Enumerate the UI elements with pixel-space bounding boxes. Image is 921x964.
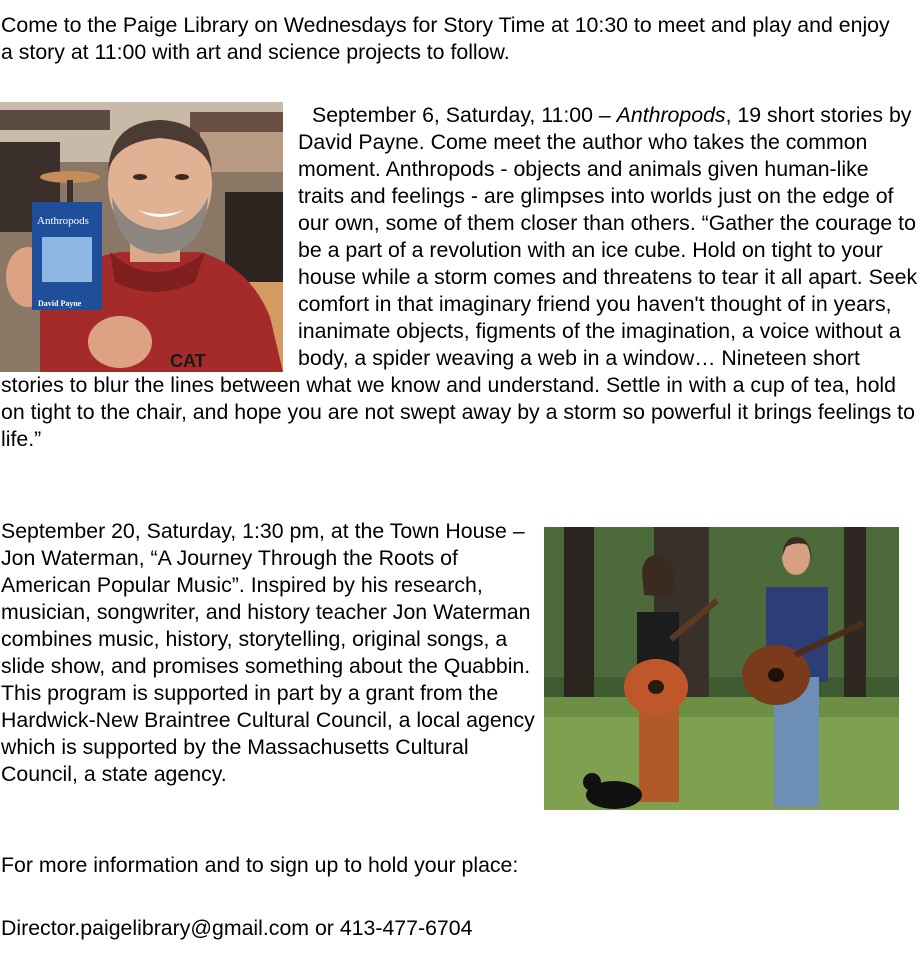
story-time-paragraph: Come to the Paige Library on Wednesdays for Story Time at 10:30 to meet and play and enjoy a story at 11:00 with art and science projects to follow.	[1, 13, 890, 64]
author-event-date: September 6, Saturday, 11:00 –	[312, 103, 617, 127]
author-photo	[0, 102, 283, 372]
more-info-paragraph: For more information and to sign up to hold your place:	[1, 853, 519, 877]
musicians-photo	[544, 527, 899, 810]
music-event-paragraph: September 20, Saturday, 1:30 pm, at the Town House – Jon Waterman, “A Journey Through the Roots of American Popular Music”. Inspired by his research, musician, songwriter, and history teacher Jon Waterman combines music, history, storytelling, original songs, a slide show, and promises something about the Quabbin. This program is supported in part by a grant from the Hardwick-New Braintree Cultural Council, a local agency which is supported by the Massachusetts Cultural Council, a state agency.	[1, 519, 535, 786]
author-event-section	[1, 102, 919, 453]
contact-email[interactable]: Director.paigelibrary@gmail.com	[1, 916, 310, 940]
contact-separator: or	[309, 916, 340, 940]
contact-phone[interactable]: 413-477-6704	[339, 916, 473, 940]
book-title: Anthropods	[616, 103, 726, 127]
shirt-logo: CAT	[170, 351, 206, 371]
contact-line	[1, 915, 901, 942]
author-event-description: , 19 short stories by David Payne. Come meet the author who takes the common moment. Anthropods - objects and animals given human-like traits and feelings - are glimpses into worlds just on the edge of our own, some of them closer than others. “Gather the courage to be a part of a revolution with an ice cube. Hold on tight to your house while a storm comes and threatens to tear it all apart. Seek comfort in that imaginary friend you haven't thought of in years, inanimate objects, figments of the imagination, a voice without a body, a spider weaving a web in a window… Nineteen short stories to blur the lines between what we know and understand. Settle in with a cup of tea, hold on tight to the chair, and hope you are not swept away by a storm so powerful it brings feelings to life.”	[1, 103, 918, 451]
book-cover-title: Anthropods	[37, 215, 89, 227]
book-cover-author: David Payne	[38, 299, 82, 308]
